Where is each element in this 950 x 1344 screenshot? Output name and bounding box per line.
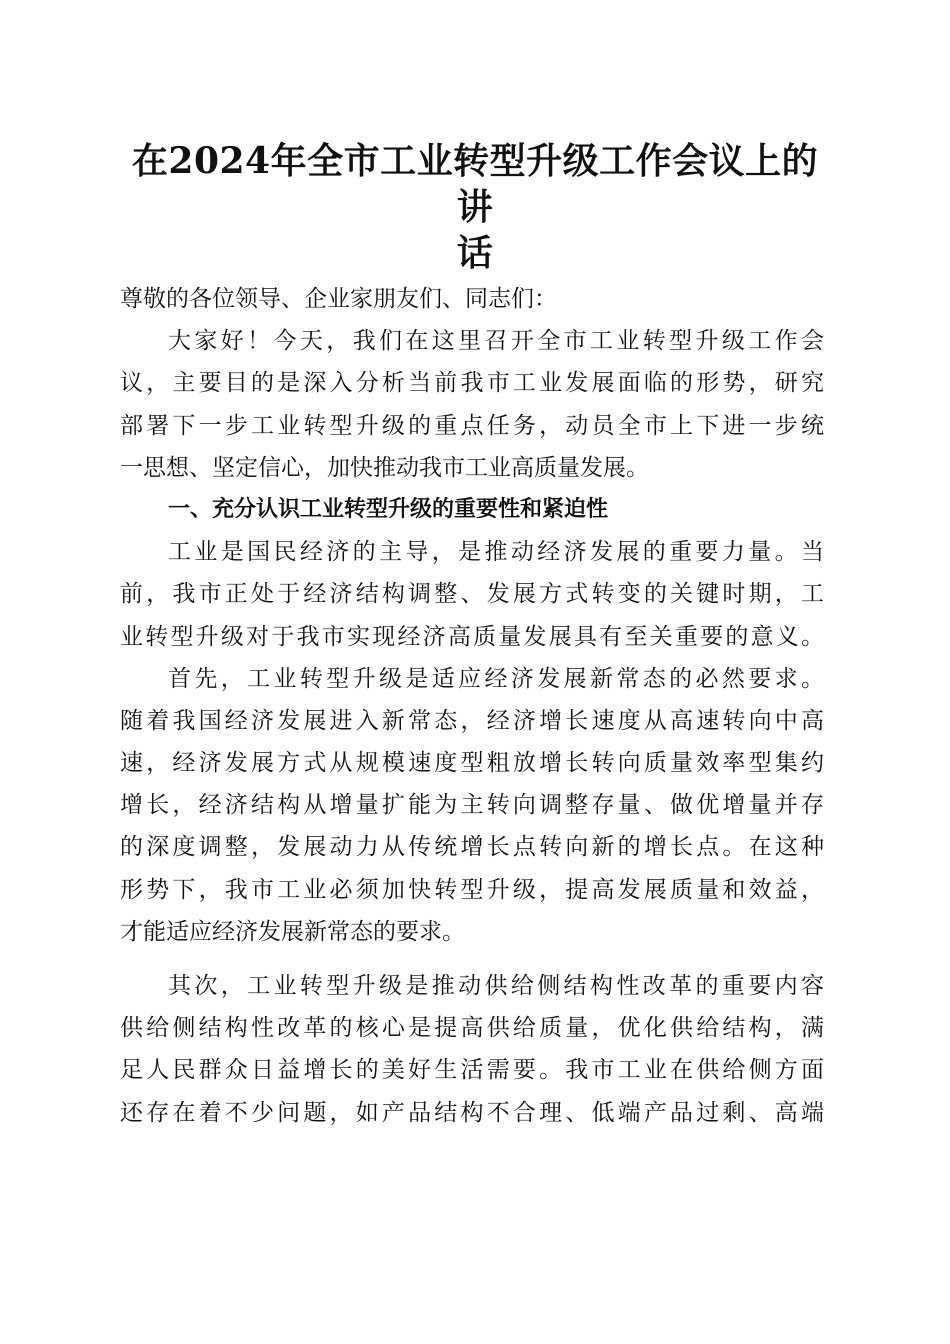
- section-heading: 一、充分认识工业转型升级的重要性和紧迫性: [168, 496, 609, 522]
- paragraph-line: 议，主要目的是深入分析当前我市工业发展面临的形势，研究: [120, 370, 824, 397]
- paragraph-gap: [120, 953, 824, 965]
- title-line: 在2024年全市工业转型升级工作会议上的讲: [131, 140, 819, 228]
- paragraph-line: 部署下一步工业转型升级的重点任务，动员全市上下进一步统: [120, 412, 824, 439]
- paragraph-line: 还存在着不少问题，如产品结构不合理、低端产品过剩、高端: [120, 1099, 824, 1126]
- paragraph-line: 工业是国民经济的主导，是推动经济发展的重要力量。当: [168, 539, 824, 566]
- paragraph-line: 其次，工业转型升级是推动供给侧结构性改革的重要内容: [168, 973, 824, 999]
- paragraph-line: 增长，经济结构从增量扩能为主转向调整存量、做优增量并存: [120, 792, 824, 819]
- paragraph-line: 速，经济发展方式从规模速度型粗放增长转向质量效率型集约: [120, 750, 824, 777]
- intro-paragraph: [120, 320, 824, 489]
- paragraph-line: 前，我市正处于经济结构调整、发展方式转变的关键时期，工: [120, 581, 824, 608]
- paragraph-line: 足人民群众日益增长的美好生活需要。我市工业在供给侧方面: [120, 1057, 824, 1084]
- title-line: 话: [456, 232, 494, 274]
- paragraph-line: 一思想、坚定信心，加快推动我市工业高质量发展。: [120, 454, 649, 481]
- paragraph-line: 才能适应经济发展新常态的要求。: [120, 918, 465, 945]
- first-point-paragraph: [120, 658, 824, 953]
- paragraph-line: 随着我国经济发展进入新常态，经济增长速度从高速转向中高: [120, 707, 824, 734]
- paragraph-line: 业转型升级对于我市实现经济高质量发展具有至关重要的意义。: [120, 623, 824, 650]
- paragraph-line: 的深度调整，发展动力从传统增长点转向新的增长点。在这种: [120, 834, 824, 861]
- paragraph-line: 供给侧结构性改革的核心是提高供给质量，优化供给结构，满: [120, 1015, 824, 1042]
- document-body: [120, 278, 824, 1134]
- paragraph-line: 大家好！今天，我们在这里召开全市工业转型升级工作会: [168, 328, 824, 355]
- paragraph-line: 首先，工业转型升级是适应经济发展新常态的必然要求。: [168, 665, 824, 692]
- document-title: [120, 138, 830, 276]
- paragraph-line: 形势下，我市工业必须加快转型升级，提高发展质量和效益，: [120, 876, 824, 903]
- second-point-paragraph: [120, 965, 824, 1134]
- section-1-paragraph: [120, 531, 824, 658]
- salutation: 尊敬的各位领导、企业家朋友们、同志们：: [120, 286, 557, 312]
